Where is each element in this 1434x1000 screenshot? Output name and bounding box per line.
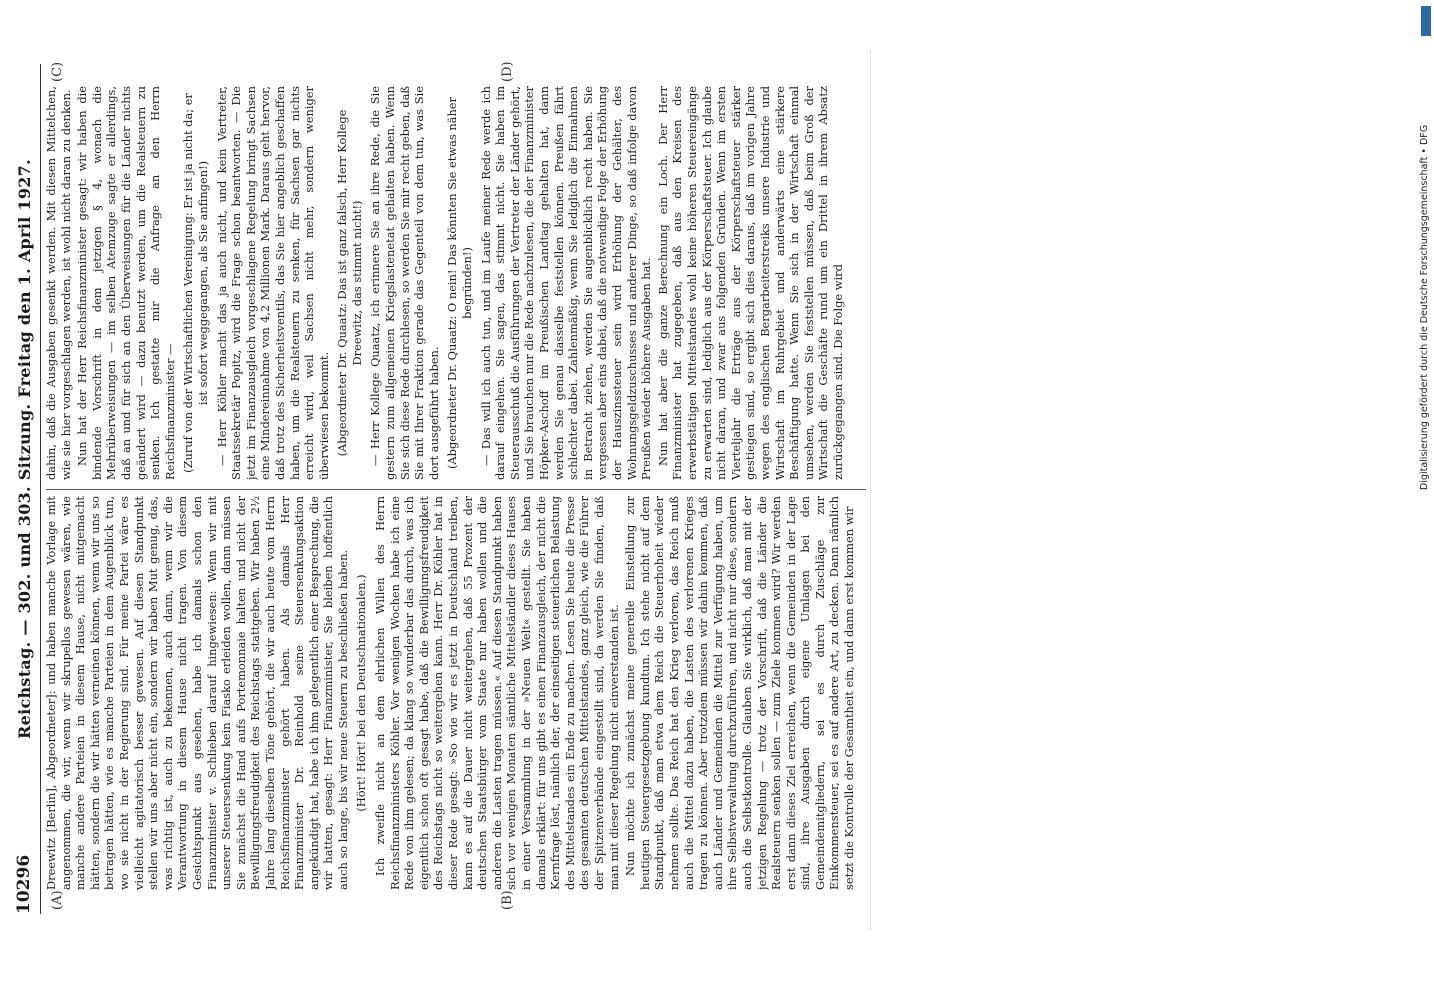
- paragraph: dahin, daß die Ausgaben gesenkt werden. Mit diesen Mittelchen, wie sie hier vorgeschlagen werden, ist wohl nicht daran zu denken.: [44, 86, 73, 480]
- margin-marker-b: (B): [500, 890, 515, 910]
- header-rule: [40, 64, 41, 914]
- interjection: (Hört! Hört! bei den Deutschnationalen.): [354, 574, 369, 812]
- paragraph: Nun hat der Herr Reichsfinanzminister gesagt: wir haben die bindende Vorschrift in dem jetzigen § 4, wonach die Mehrüberweisungen — im selben Atemzuge sagte er allerdings, daß an und für sich an den Überweisungen für die Länder nichts geändert wird — dazu benutzt werden, um die Realsteuern zu senken. Ich gestatte mir die Anfrage an den Herrn Reichsfinanzminister —: [75, 86, 177, 480]
- running-title: Reichstag. — 302. und 303. Sitzung. Freitag den 1. April 1927.: [15, 159, 34, 739]
- interjection: (Zuruf von der Wirtschaftlichen Vereinigung: Er ist ja nicht da; er ist sofort weggegangen, als Sie anfingen!): [181, 93, 210, 473]
- paragraph: Ich zweifle nicht an dem ehrlichen Willen des Herrn Reichsfinanzministers Köhler. Vor wenigen Wochen habe ich eine Rede von ihm gelesen; da klang so wunderbar das durch, was ich eigentlich schon oft gesagt habe, daß die Bewilligungsfreudigkeit des Reichstags nicht so weitergehen kann. Herr Dr. Köhler hat in dieser Rede gesagt: »So wie wir es jetzt in Deutschland treiben, kann es auf die Dauer nicht weitergehen, daß 55 Prozent der deutschen Staatsbürger vom Staate nur haben wollen und die anderen die Lasten tragen müssen.« Auf diesen Standpunkt haben sich vor wenigen Monaten sämtliche Mittelständler dieses Hauses in einer Versammlung in der »Neuen Welt« gestellt. Sie haben damals erklärt: für uns gibt es einen Finanzausgleich, der nicht die Kernfrage löst, nämlich der, der einseitigen steuerlichen Belastung des Mittelstandes ein Ende zu machen. Lesen Sie heute die Presse des gesamten deutschen Mittelstandes, ganz gleich, wie die Führer der Spitzenverbände eingestellt sind, da werden Sie finden, daß man mit dieser Regelung nicht einverstanden ist.: [373, 496, 621, 890]
- digitization-credit: [1418, 10, 1432, 490]
- paragraph: — Das will ich auch tun, und im Laufe meiner Rede werde ich darauf eingehen. Sie sagen, das stimmt nicht. Sie haben im Steuerausschuß die Ausführungen der Vertreter der Länder gehört, und Sie brauchen nur die Rede nachzulesen, die der Finanzminister Höpker-Aschoff im Preußischen Landtag gehalten hat, dann werden Sie genau dasselbe feststellen können. Preußen fährt schlechter dabei. Zahlenmäßig, wenn Sie lediglich die Einnahmen in Betracht ziehen, werden Sie augenblicklich recht haben. Sie vergessen aber eins dabei, daß die notwendige Folge der Erhöhung der Hauszinssteuer sein wird Erhöhung der Gehälter, des Wohnungsgeldzuschusses und anderer Dinge, so daß infolge davon Preußen wieder höhere Ausgaben hat.: [478, 86, 654, 480]
- margin-marker-d: (D): [500, 61, 515, 82]
- paragraph: Nun möchte ich zunächst meine generelle Einstellung zur heutigen Steuergesetzgebung kundtun. Ich stehe nicht auf dem Standpunkt, daß man etwa dem Reich die Steuerhoheit wieder nehmen sollte. Das Reich hat den Krieg verloren, das Reich muß auch die Mittel dazu haben, die Lasten des verlorenen Krieges tragen zu können. Aber trotzdem müssen wir dahin kommen, daß auch Länder und Gemeinden die Mittel zur Verfügung haben, um ihre Selbstverwaltung durchzuführen, und nicht nur diese, sondern auch die Selbstkontrolle. Glauben Sie wirklich, daß man mit der jetzigen Regelung — trotz der Vorschrift, daß die Länder die Realsteuern senken sollen — zum Ziele kommen wird? Wir werden erst dann dieses Ziel erreichen, wenn die Gemeinden in der Lage sind, ihre Ausgaben durch eigene Umlagen bei den Gemeindemitgliedern, sei es durch Zuschläge zur Einkommensteuer, sei es auf andere Art, zu decken. Dann nämlich setzt die Kontrolle der Gesamtheit ein, und dann erst kommen wir: [623, 496, 857, 890]
- margin-marker-a: (A): [50, 890, 65, 910]
- column-divider: [46, 489, 866, 490]
- paragraph: Nun hat aber die ganze Berechnung ein Loch. Der Herr Finanzminister hat zugegeben, daß aus den Kreisen des erwerbstätigen Mittelstandes wohl keine höheren Steuereingänge zu erwarten sind, lediglich aus der Körperschaftsteuer. Ich glaube nicht daran, und zwar aus folgenden Gründen. Wenn im ersten Vierteljahr die Erträge aus der Körperschaftsteuer stärker gestiegen sind, so ergibt sich dies daraus, daß im vorigen Jahre wegen des englischen Bergarbeiterstreiks unsere Industrie und Wirtschaft im Ruhrgebiet und anderwärts eine stärkere Beschäftigung hatte. Wenn Sie sich in der Wirtschaft einmal umsehen, werden Sie feststellen müssen, daß beim Groß der Wirtschaft die Geschäfte rund um ein Drittel in ihrem Absatz zurückgegangen sind. Die Folge wird: [655, 86, 845, 480]
- page-number: 10296: [14, 854, 34, 914]
- margin-marker-c: (C): [50, 61, 65, 82]
- paragraph: Dreewitz [Berlin], Abgeordneter]: und haben manche Vorlage mit angenommen, die wir, wenn wir skrupellos gewesen wären, wie manche andere Parteien in diesem Hause, nicht mitgemacht hätten, sondern die wir hätten verneinen können, wenn wir uns so betragen hätten, wie es manche Parteien in dem Augenblick tun, wo sie nicht in der Regierung sind. Für meine Partei wäre es vielleicht agitatorisch besser gewesen. Auf diesen Standpunkt stellen wir uns aber nicht ein, sondern wir haben Mut genug, das, was richtig ist, auch zu bekennen, auch dann, wenn wir die Verantwortung in diesem Hause nicht tragen. Von diesem Gesichtspunkt aus gesehen, habe ich damals schon den Finanzminister v. Schlieben darauf hingewiesen: Wenn wir mit unserer Steuersenkung kein Fiasko erleiden wollen, dann müssen Sie zunächst die Hand aufs Portemonnaie halten und nicht der Bewilligungsfreudigkeit des Reichstags stattgeben. Wir haben 2½ Jahre lang dieselben Töne gehört, die wir auch heute vom Herrn Reichsfinanzminister gehört haben. Als damals Herr Finanzminister Dr. Reinhold seine Steuersenkungsaktion angekündigt hat, habe ich ihm gelegentlich einer Besprechung, die wir hatten, gesagt: Herr Finanzminister, Sie bleiben hoffentlich auch so lange, bis wir neue Steuern zu beschließen haben.: [44, 496, 350, 890]
- paragraph: — Herr Kollege Quaatz, ich erinnere Sie an ihre Rede, die Sie gestern zum allgemeinen Kriegslastenetat gehalten haben. Wenn Sie sich diese Rede durchlesen, so werden Sie mir recht geben, daß Sie mit Ihrer Fraktion gerade das Gegenteil von dem tun, was Sie dort ausgeführt haben.: [368, 86, 441, 480]
- interjection: (Abgeordneter Dr. Quaatz: Das ist ganz falsch, Herr Kollege Dreewitz, das stimmt nicht!): [335, 109, 364, 457]
- paragraph: — Herr Köhler macht das ja auch nicht, und kein Vertreter, Staatssekretär Popitz, wird die Frage schon beantworten. — Die jetzt im Finanzausgleich vorgeschlagene Regelung bringt Sachsen eine Mindereinnahme von 4,2 Millionen Mark. Daraus geht hervor, daß trotz des Sicherheitsventils, das Sie hier angeblich geschaffen haben, um die Realsteuern zu senken, für Sachsen gar nichts erreicht wird, weil Sachsen nicht mehr, sondern weniger überwiesen bekommt.: [214, 86, 331, 480]
- credit-text: Digitalisierung gefördert durch die Deutsche Forschungsgemeinschaft • DFG: [1419, 124, 1430, 490]
- interjection: (Abgeordneter Dr. Quaatz: O nein! Das könnten Sie etwas näher begründen!): [445, 97, 475, 470]
- left-column: [44, 496, 864, 890]
- page-header: [0, 64, 34, 914]
- scan-bleed-through: [870, 50, 881, 930]
- right-column: [44, 86, 864, 480]
